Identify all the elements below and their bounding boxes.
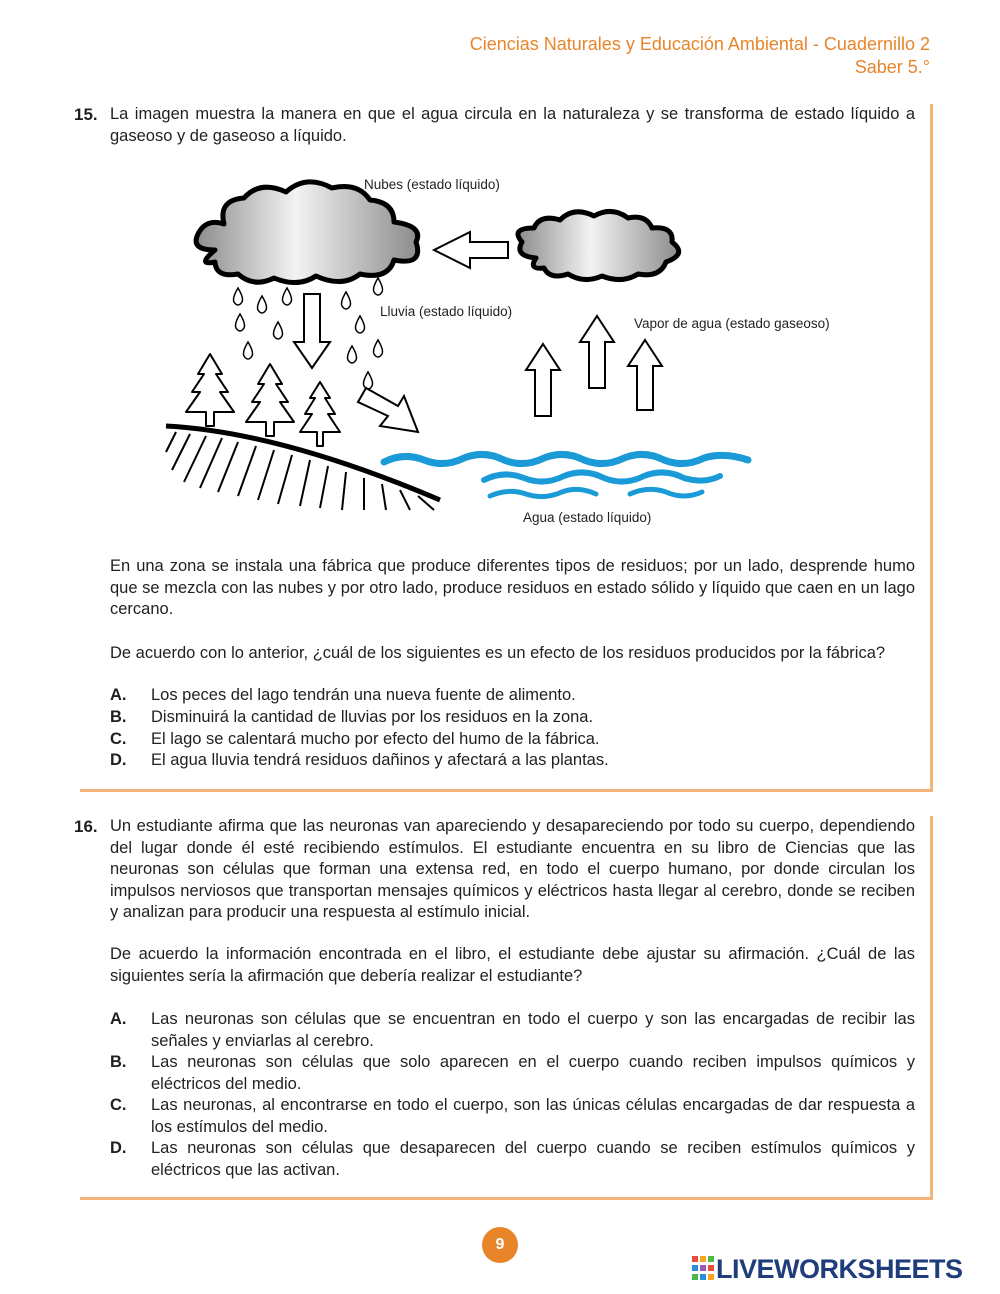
question-15-prompt: De acuerdo con lo anterior, ¿cuál de los siguientes es un efecto de los residuos producidos por la fábrica?: [110, 644, 886, 662]
water-cycle-figure: [160, 170, 860, 540]
option-letter: D.: [110, 1139, 127, 1157]
liveworksheets-grid-icon: [692, 1256, 714, 1282]
label-rain: Lluvia (estado líquido): [380, 304, 513, 319]
large-cloud-icon: [196, 182, 418, 283]
question-16-number: 16.: [74, 817, 98, 836]
option-text: El lago se calentará mucho por efecto del humo de la fábrica.: [151, 730, 600, 748]
option-letter: A.: [110, 686, 127, 704]
option-text: Las neuronas son células que solo aparecen en el cuerpo cuando reciben impulsos químicos y eléctricos del medio.: [151, 1053, 915, 1093]
option-letter: B.: [110, 1053, 127, 1071]
header-grade: Saber 5.°: [854, 57, 930, 77]
arrow-down-icon: [294, 294, 330, 368]
question-15-intro: La imagen muestra la manera en que el agua circula en la naturaleza y se transforma de estado líquido a gaseoso y de gaseoso a líquido.: [110, 105, 915, 145]
option-text: Las neuronas son células que se encuentran en todo el cuerpo y son las encargadas de recibir las señales y enviarlas al cerebro.: [151, 1010, 915, 1050]
liveworksheets-logo: [692, 1254, 992, 1284]
option-text: Los peces del lago tendrán una nueva fuente de alimento.: [151, 686, 576, 704]
option-letter: C.: [110, 730, 127, 748]
header-subject: Ciencias Naturales y Educación Ambiental - Cuadernillo 2: [469, 34, 930, 54]
option-letter: D.: [110, 751, 127, 769]
water-waves-icon: [384, 454, 748, 496]
small-cloud-icon: [518, 211, 679, 279]
option-text: El agua lluvia tendrá residuos dañinos y afectará a las plantas.: [151, 751, 609, 769]
label-clouds: Nubes (estado líquido): [364, 177, 500, 192]
option-text: Disminuirá la cantidad de lluvias por los residuos en la zona.: [151, 708, 594, 726]
question-16-prompt: De acuerdo la información encontrada en el libro, el estudiante debe ajustar su afirmación. ¿Cuál de las siguientes sería la afirmación que debería realizar el estudiante?: [110, 945, 915, 985]
question-16-intro: Un estudiante afirma que las neuronas van apareciendo y desapareciendo por todo su cuerpo, dependiendo del lugar donde él esté recibiendo estímulos. El estudiante encuentra en su libro de Ciencias que las neuronas son células que forman una extensa red, en todo el cuerpo humano, por donde circulan los impulsos nerviosos que transportan mensajes químicos y eléctricos hasta llegar al cerebro, donde se reciben y analizan para producir una respuesta al estímulo inicial.: [110, 817, 915, 921]
question-16-box: [74, 816, 933, 1200]
option-text: Las neuronas, al encontrarse en todo el cuerpo, son las únicas células encargadas de dar respuesta a los estímulos del medio.: [151, 1096, 915, 1136]
page-number-badge: 9: [482, 1227, 518, 1263]
option-text: Las neuronas son células que desaparecen del cuerpo cuando se reciben estímulos químicos y eléctricos que las activan.: [151, 1139, 915, 1179]
arrow-runoff-icon: [358, 388, 418, 432]
question-15-context: En una zona se instala una fábrica que produce diferentes tipos de residuos; por un lado, desprende humo que se mezcla con las nubes y por otro lado, produce residuos en estado sólido y líquido que caen en un lago cercano.: [110, 557, 915, 618]
water-cycle-illustration: [160, 170, 860, 540]
option-letter: B.: [110, 708, 127, 726]
question-15-number: 15.: [74, 105, 98, 124]
label-vapor: Vapor de agua (estado gaseoso): [634, 316, 830, 331]
ground-hill-icon: [166, 426, 440, 510]
option-letter: C.: [110, 1096, 127, 1114]
page-header: [470, 33, 930, 79]
option-letter: A.: [110, 1010, 127, 1028]
arrow-left-icon: [434, 232, 508, 268]
liveworksheets-wordmark: LIVEWORKSHEETS: [716, 1254, 963, 1284]
label-water: Agua (estado líquido): [523, 510, 652, 525]
